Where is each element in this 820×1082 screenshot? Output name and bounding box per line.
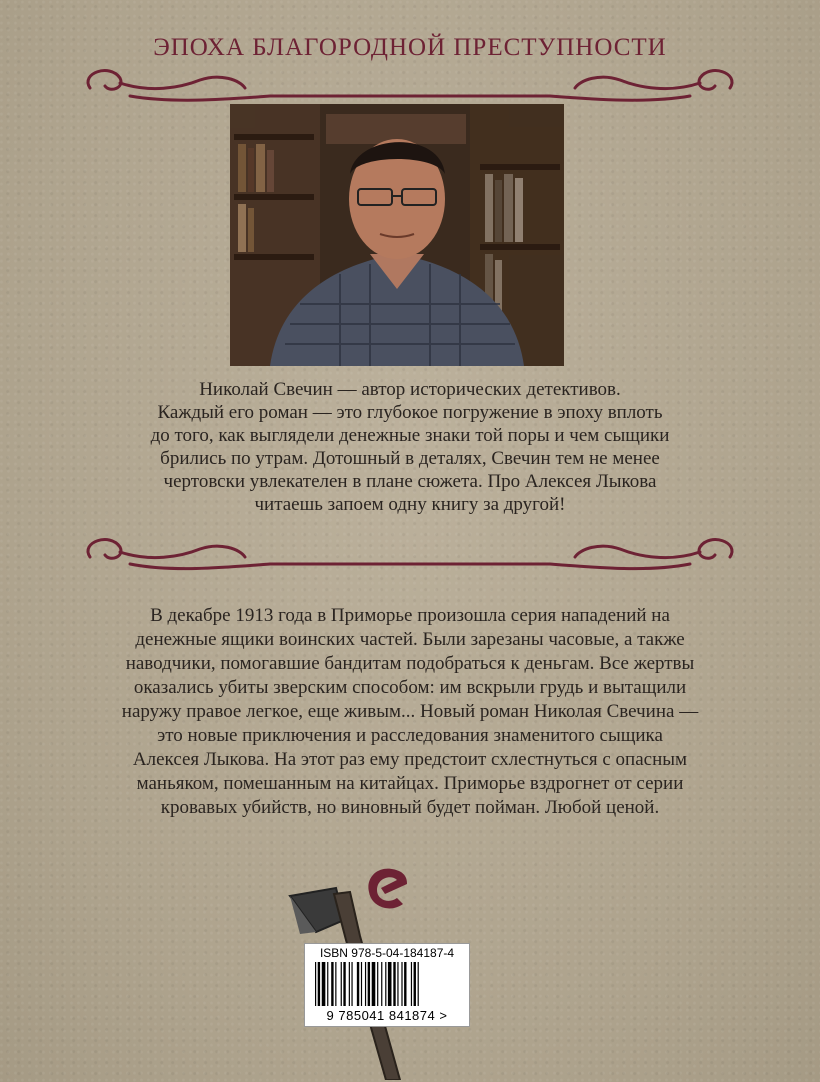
synopsis-line: денежные ящики воинских частей. Были зарезаны часовые, а также [135,629,685,650]
synopsis-line: кровавых убийств, но виновный будет пойман. Любой ценой. [160,797,660,818]
bio-line: до того, как выглядели денежные знаки той поры и чем сыщики [150,425,670,446]
bio-line: чертовски увлекателен в плане сюжета. Про Алексея Лыкова [163,471,657,492]
barcode-bars [313,962,461,1006]
series-title: ЭПОХА БЛАГОРОДНОЙ ПРЕСТУПНОСТИ [153,34,667,61]
isbn-label: ISBN 978-5-04-184187-4 [319,946,455,960]
synopsis-line: оказались убиты зверским способом: им вскрыли грудь и вытащили [133,677,687,698]
bio-line: читаешь запоем одну книгу за другой! [254,494,566,515]
synopsis-line: это новые приключения и расследования знаменитого сыщика [157,725,663,746]
synopsis-line: В декабре 1913 года в Приморье произошла серия нападений на [150,605,670,626]
bio-line: брились по утрам. Дотошный в деталях, Свечин тем не менее [160,448,660,469]
synopsis-line: наводчики, помогавшие бандитам подобраться к деньгам. Все жертвы [125,653,695,674]
book-synopsis [92,604,728,820]
ornament-flourish-icon [70,58,750,108]
ornament-flourish-icon [70,532,750,582]
isbn-barcode [304,943,470,1027]
synopsis-line: маньяком, помешанным на китайцах. Приморье вздрогнет от серии [136,773,684,794]
author-photo [230,104,564,366]
synopsis-line: наружу правое легкое, еще живым... Новый роман Николая Свечина — [121,701,699,722]
bio-line: Николай Свечин — автор исторических детективов. [199,379,621,400]
bio-line: Каждый его роман — это глубокое погружение в эпоху вплоть [157,402,663,423]
synopsis-line: Алексея Лыкова. На этот раз ему предстоит схлестнуться с опасным [132,749,688,770]
author-bio [100,378,720,516]
publisher-logo-icon [361,862,415,916]
barcode-digits: 9 785041 841874 > [326,1008,448,1023]
